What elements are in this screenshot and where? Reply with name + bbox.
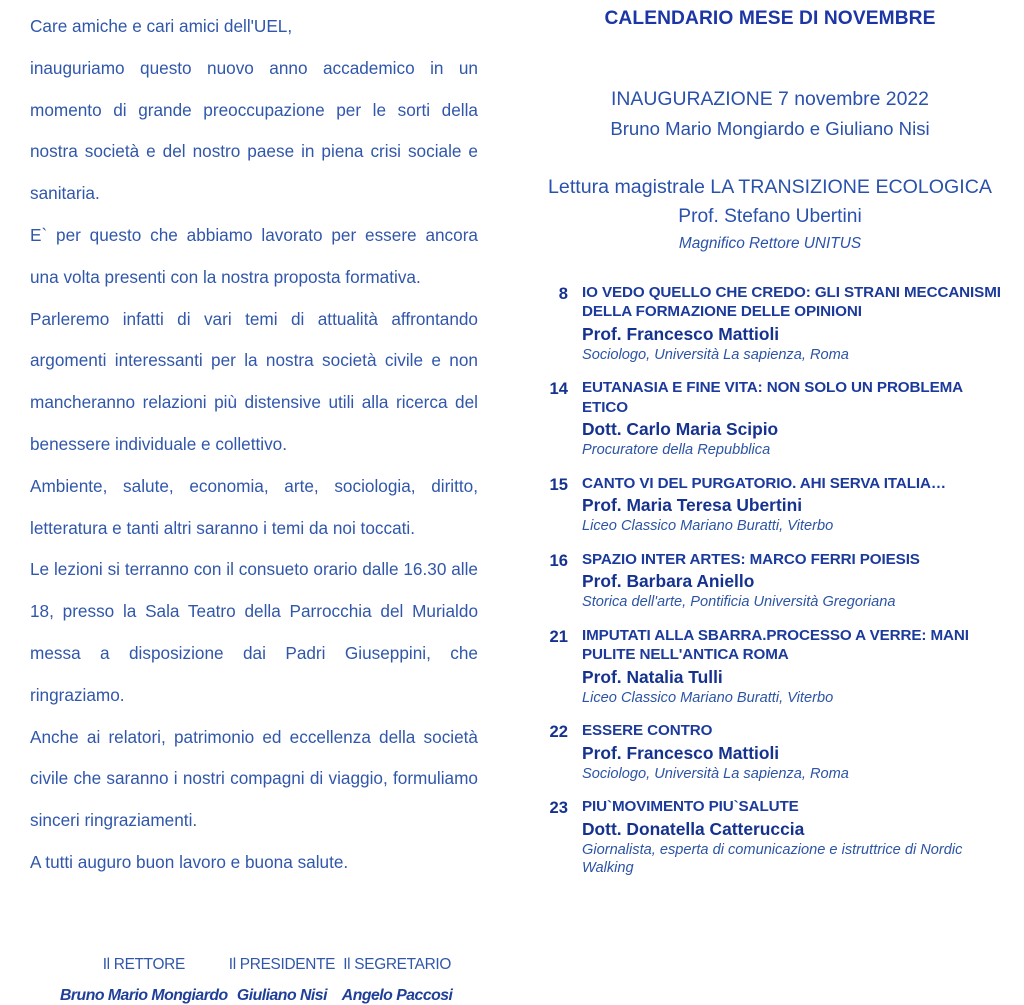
entry-body	[568, 626, 1008, 707]
signature-segretario	[336, 956, 458, 1005]
entry-title: SPAZIO INTER ARTES: MARCO FERRI POIESIS	[582, 550, 920, 568]
calendar-entry	[532, 378, 1008, 459]
signature-presidente	[228, 956, 337, 1005]
calendar-entry-list	[532, 283, 1008, 878]
lecture-block	[532, 173, 1008, 257]
letter-paragraph-6-text: Anche ai relatori, patrimonio ed eccellenza della società civile che saranno i nostri compagni di viaggio, formuliamo sinceri ringraziamenti.	[30, 726, 478, 831]
entry-day: 14	[549, 379, 568, 399]
signature-rettore-role: Il RETTORE	[102, 955, 185, 973]
entry-affiliation: Liceo Classico Mariano Buratti, Viterbo	[582, 518, 834, 535]
entry-title: PIU`MOVIMENTO PIU`SALUTE	[582, 798, 799, 816]
entry-title: IMPUTATI ALLA SBARRA.PROCESSO A VERRE: MANI PULITE NELL'ANTICA ROMA	[582, 626, 969, 664]
entry-body	[568, 283, 1008, 364]
entry-body	[568, 474, 1008, 536]
signature-block	[30, 956, 478, 1005]
entry-title: ESSERE CONTRO	[582, 722, 713, 740]
letter-paragraph-2-text: E` per questo che abbiamo lavorato per essere ancora una volta presenti con la nostra proposta formativa.	[30, 224, 478, 287]
entry-speaker: Prof. Natalia Tulli	[582, 666, 723, 687]
signature-rettore	[60, 956, 228, 1005]
calendar-column	[516, 0, 1024, 892]
letter-paragraph-5	[30, 549, 478, 716]
letter-paragraph-6	[30, 717, 478, 842]
letter-paragraph-7	[30, 842, 478, 884]
letter-paragraph-3	[30, 299, 478, 466]
lecture-affiliation: Magnifico Rettore UNITUS	[678, 235, 862, 252]
inauguration-block	[532, 84, 1008, 143]
entry-affiliation: Procuratore della Repubblica	[582, 442, 771, 459]
signature-rettore-name: Bruno Mario Mongiardo	[60, 986, 228, 1004]
signature-segretario-name: Angelo Paccosi	[341, 986, 453, 1004]
signature-presidente-name: Giuliano Nisi	[236, 986, 327, 1004]
entry-title: CANTO VI DEL PURGATORIO. AHI SERVA ITALIA…	[582, 474, 946, 492]
entry-day: 16	[549, 550, 568, 570]
entry-body	[568, 378, 1008, 459]
entry-title: EUTANASIA E FINE VITA: NON SOLO UN PROBLEMA ETICO	[582, 379, 963, 416]
letter-paragraph-4-text: Ambiente, salute, economia, arte, sociologia, diritto, letteratura e tanti altri saranno i temi da noi toccati.	[30, 475, 478, 538]
letter-paragraph-4	[30, 466, 478, 550]
inauguration-date: INAUGURAZIONE 7 novembre 2022	[611, 88, 929, 110]
entry-affiliation: Storica dell'arte, Pontificia Università Gregoriana	[582, 594, 896, 611]
calendar-entry	[532, 474, 1008, 536]
entry-day: 15	[549, 474, 568, 494]
lecture-title: Lettura magistrale LA TRANSIZIONE ECOLOGICA	[548, 176, 992, 198]
letter-paragraph-1-text: inauguriamo questo nuovo anno accademico in un momento di grande preoccupazione per le sorti della nostra società e del nostro paese in piena crisi sociale e sanitaria.	[30, 57, 478, 204]
entry-day: 8	[558, 284, 568, 303]
inauguration-speakers: Bruno Mario Mongiardo e Giuliano Nisi	[610, 118, 930, 139]
entry-affiliation: Sociologo, Università La sapienza, Roma	[582, 765, 849, 782]
entry-speaker: Prof. Maria Teresa Ubertini	[582, 495, 803, 516]
entry-affiliation: Giornalista, esperta di comunicazione e istruttrice di Nordic Walking	[582, 841, 963, 877]
entry-speaker: Dott. Carlo Maria Scipio	[582, 419, 779, 440]
letter-paragraph-5-text: Le lezioni si terranno con il consueto orario dalle 16.30 alle 18, presso la Sala Teatro della Parrocchia del Murialdo messa a disposizione dai Padri Giuseppini, che ringraziamo.	[30, 559, 478, 705]
letter-paragraph-7-text: A tutti auguro buon lavoro e buona salute.	[30, 851, 349, 872]
calendar-entry	[532, 721, 1008, 783]
entry-speaker: Prof. Barbara Aniello	[582, 571, 755, 592]
entry-day: 21	[549, 626, 568, 646]
letter-greeting	[30, 6, 478, 48]
entry-affiliation: Liceo Classico Mariano Buratti, Viterbo	[582, 689, 834, 706]
entry-speaker: Prof. Francesco Mattioli	[582, 742, 780, 763]
entry-day: 22	[549, 722, 568, 742]
calendar-entry	[532, 283, 1008, 364]
lecture-speaker: Prof. Stefano Ubertini	[678, 206, 862, 227]
entry-speaker: Prof. Francesco Mattioli	[582, 323, 780, 344]
letter-paragraph-1	[30, 48, 478, 215]
letter-greeting-text: Care amiche e cari amici dell'UEL,	[30, 16, 293, 36]
entry-title: IO VEDO QUELLO CHE CREDO: GLI STRANI MECCANISMI DELLA FORMAZIONE DELLE OPINIONI	[582, 284, 1001, 321]
signature-segretario-role: Il SEGRETARIO	[343, 955, 452, 973]
calendar-entry	[532, 550, 1008, 612]
calendar-entry	[532, 797, 1008, 878]
entry-body	[568, 550, 1008, 612]
calendar-title: CALENDARIO MESE DI NOVEMBRE	[604, 8, 936, 29]
entry-body	[568, 797, 1008, 878]
entry-day: 23	[549, 798, 568, 818]
letter-paragraph-3-text: Parleremo infatti di vari temi di attualità affrontando argomenti interessanti per la nostra società civile e non mancheranno relazioni più distensive utili alla ricerca del benessere individuale e collettivo.	[30, 308, 478, 454]
calendar-entry	[532, 626, 1008, 707]
letter-paragraph-2	[30, 215, 478, 299]
entry-affiliation: Sociologo, Università La sapienza, Roma	[582, 346, 849, 363]
signature-presidente-role: Il PRESIDENTE	[228, 955, 336, 973]
entry-body	[568, 721, 1008, 783]
entry-speaker: Dott. Donatella Catteruccia	[582, 818, 805, 839]
